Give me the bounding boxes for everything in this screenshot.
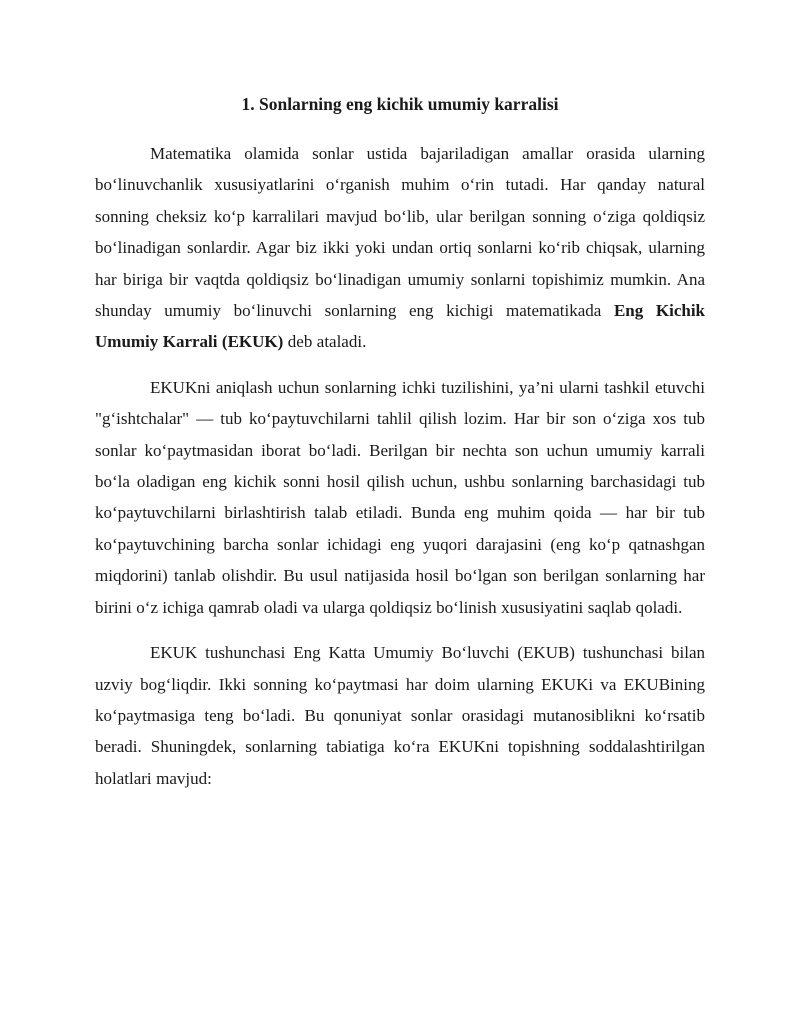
paragraph-prime-factors: EKUKni aniqlash uchun sonlarning ichki tuzilishini, ya’ni ularni tashkil etuvchi "g‘ishtchalar" — tub ko‘paytuvchilarni tahlil qilish lozim. Har bir son o‘ziga xos tub sonlar ko‘paytmasidan iborat bo‘ladi. Berilgan bir nechta son uchun umumiy karrali bo‘la oladigan eng kichik sonni hosil qilish uchun, ushbu sonlarning barchasidagi tub ko‘paytuvchilarni birlashtirish talab etiladi. Bunda eng muhim qoida — har bir tub ko‘paytuvchining barcha sonlar ichidagi eng yuqori darajasini (eng ko‘p qatnashgan miqdorini) tanlab olishdir. Bu usul natijasida hosil bo‘lgan son berilgan sonlarning har birini o‘z ichiga qamrab oladi va ularga qoldiqsiz bo‘linish xususiyatini saqlab qoladi.: [95, 377, 705, 617]
paragraph-intro-text: Matematika olamida sonlar ustida bajariladigan amallar orasida ularning bo‘linuvchanlik xususiyatlarini o‘rganish muhim o‘rin tutadi. Har qanday natural sonning cheksiz ko‘p karralilari mavjud bo‘lib, ular berilgan sonning o‘ziga qoldiqsiz bo‘linadigan sonlardir. Agar biz ikki yoki undan ortiq sonlarni ko‘rib chiqsak, ularning har biriga bir vaqtda qoldiqsiz bo‘linadigan umumiy sonlarni topishimiz mumkin. Ana shunday umumiy bo‘linuvchi sonlarning eng kichigi matematikada: [95, 144, 705, 321]
paragraph-intro: [95, 138, 705, 358]
ekuk-definition-term: Eng Kichik Umumiy Karrali (EKUK): [95, 301, 705, 352]
section-heading: 1. Sonlarning eng kichik umumiy karralisi: [241, 94, 559, 114]
paragraph-ekub-relation: EKUK tushunchasi Eng Katta Umumiy Bo‘luvchi (EKUB) tushunchasi bilan uzviy bog‘liqdir. Ikki sonning ko‘paytmasi har doim ularning EKUKi va EKUBining ko‘paytmasiga teng bo‘ladi. Bu qonuniyat sonlar orasidagi mutanosiblikni ko‘rsatib beradi. Shuningdek, sonlarning tabiatiga ko‘ra EKUKni topishning soddalashtirilgan holatlari mavjud:: [95, 643, 705, 788]
paragraph-intro-ending: deb ataladi.: [283, 332, 367, 352]
